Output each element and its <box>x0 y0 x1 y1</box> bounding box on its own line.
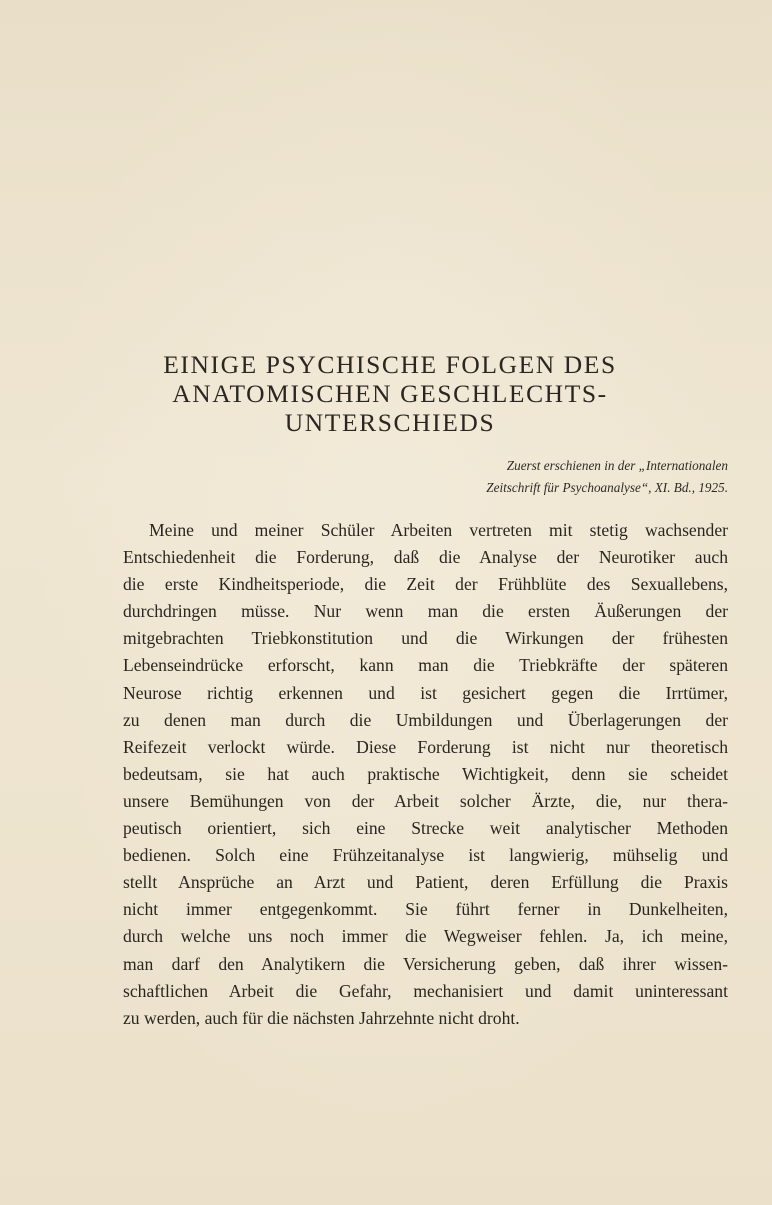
text-line: bedeutsam, sie hat auch praktische Wichtigkeit, denn sie scheidet <box>123 763 728 784</box>
text-line: stellt Ansprüche an Arzt und Patient, deren Erfüllung die Praxis <box>123 872 728 893</box>
source-note-line: Zeitschrift für Psychoanalyse“, XI. Bd., 1925. <box>486 480 728 495</box>
text-line: zu werden, auch für die nächsten Jahrzehnte nicht droht. <box>123 1007 520 1028</box>
source-note-line: Zuerst erschienen in der „Internationalen <box>506 458 728 473</box>
text-line: unsere Bemühungen von der Arbeit solcher Ärzte, die, nur thera- <box>123 790 728 811</box>
text-line: man darf den Analytikern die Versicherung geben, daß ihrer wissen- <box>123 953 728 974</box>
chapter-title-line: ANATOMISCHEN GESCHLECHTS- <box>172 379 608 408</box>
text-line: die erste Kindheitsperiode, die Zeit der Frühblüte des Sexuallebens, <box>123 574 728 595</box>
text-line: durchdringen müsse. Nur wenn man die ersten Äußerungen der <box>123 601 728 622</box>
text-line: peutisch orientiert, sich eine Strecke weit analytischer Methoden <box>123 818 728 839</box>
text-line: bedienen. Solch eine Frühzeitanalyse ist langwierig, mühselig und <box>123 845 728 866</box>
chapter-title-line: UNTERSCHIEDS <box>284 408 496 437</box>
chapter-title-line: EINIGE PSYCHISCHE FOLGEN DES <box>163 350 617 379</box>
chapter-title <box>120 350 660 437</box>
text-line: schaftlichen Arbeit die Gefahr, mechanisiert und damit uninteressant <box>123 980 728 1001</box>
text-line: Entschiedenheit die Forderung, daß die Analyse der Neurotiker auch <box>123 547 728 568</box>
text-line: durch welche uns noch immer die Wegweiser fehlen. Ja, ich meine, <box>123 926 728 947</box>
source-note <box>328 455 728 499</box>
text-line: zu denen man durch die Umbildungen und Überlagerungen der <box>123 709 728 730</box>
text-line: Lebenseindrücke erforscht, kann man die Triebkräfte der späteren <box>123 655 728 676</box>
text-line: Neurose richtig erkennen und ist gesichert gegen die Irrtümer, <box>123 682 728 703</box>
text-line: Meine und meiner Schüler Arbeiten vertreten mit stetig wachsender <box>149 520 728 540</box>
text-line: Reifezeit verlockt würde. Diese Forderung ist nicht nur theoretisch <box>123 736 728 757</box>
text-line: mitgebrachten Triebkonstitution und die Wirkungen der frühesten <box>123 628 728 649</box>
body-paragraph <box>123 517 728 1032</box>
text-line: nicht immer entgegenkommt. Sie führt ferner in Dunkelheiten, <box>123 899 728 920</box>
